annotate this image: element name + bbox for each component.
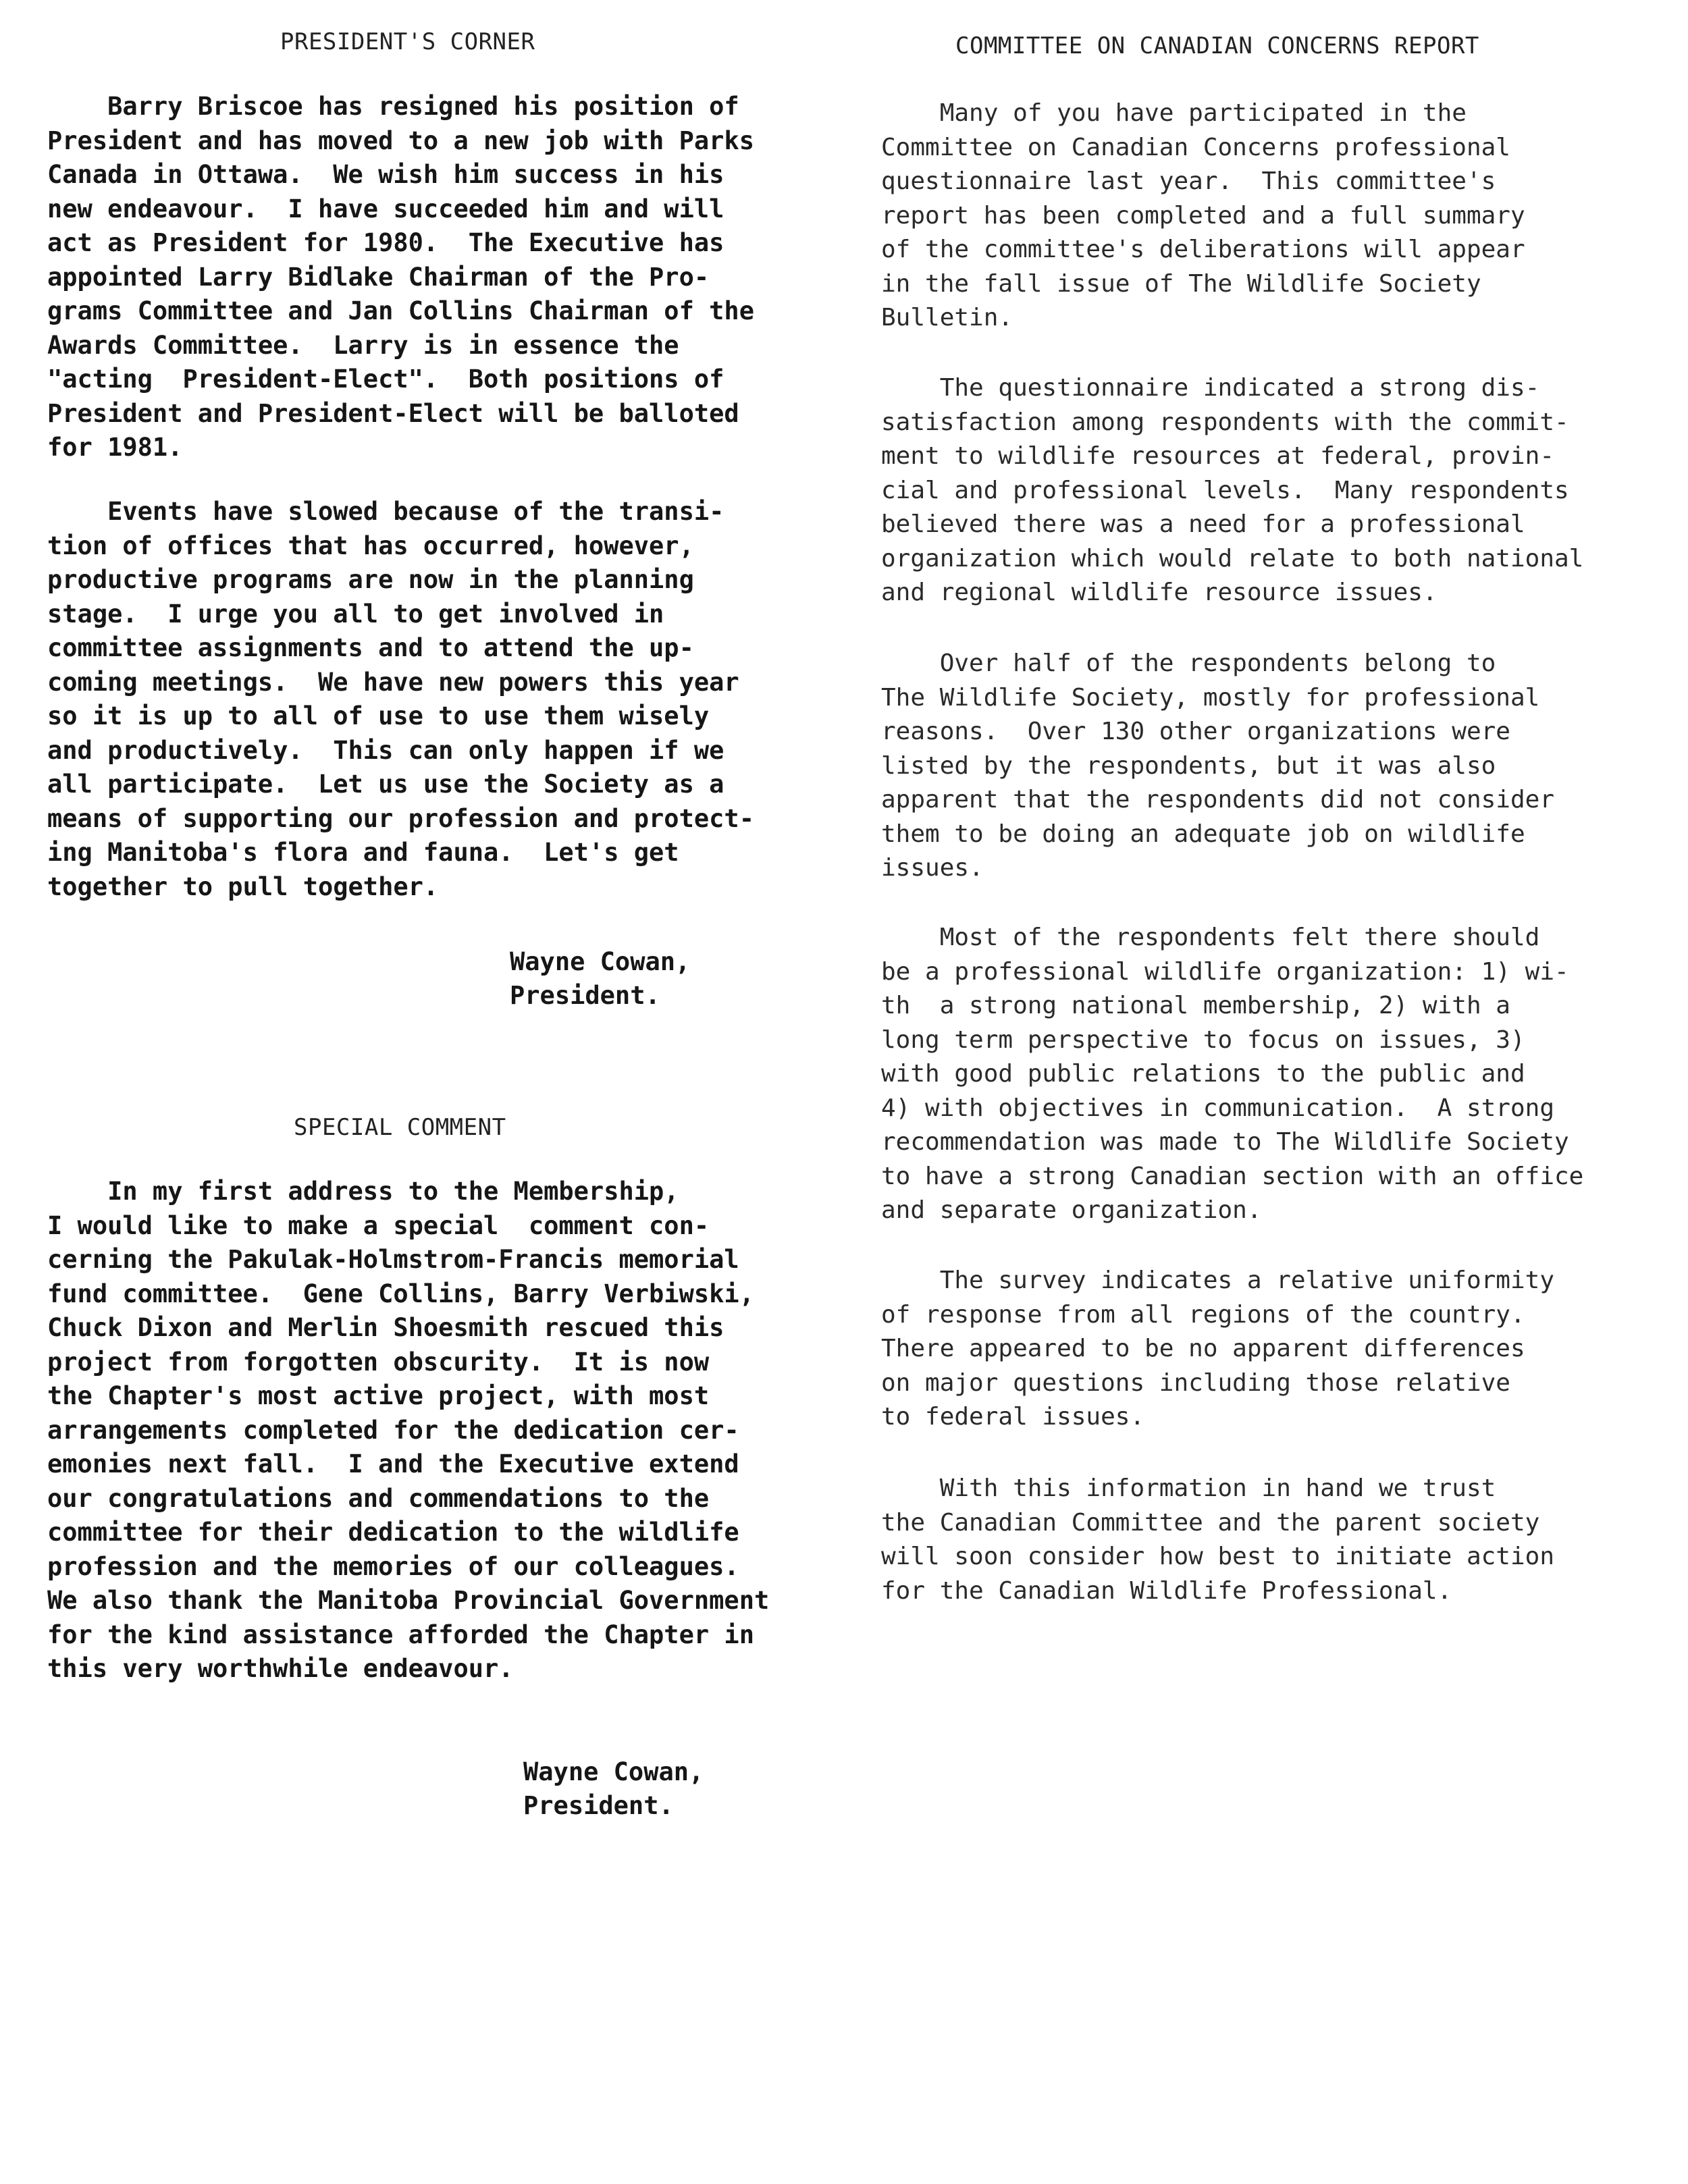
- committee-report-paragraph-5: The survey indicates a relative uniformity of response from all regions of the country. There appeared to be no apparent differences on major questions including those relative to federal issues.: [881, 1267, 1554, 1431]
- special-comment-paragraph-1: In my first address to the Membership, I would like to make a special comment con- cerning the Pakulak-Holmstrom-Francis memorial fund committee. Gene Collins, Barry Verbiwski, Chuck Dixon and Merlin Shoesmith rescued this project from forgotten obscurity. It is now the Chapter's most active project, with most arrangements completed for the dedication cer- emonies next fall. I and the Executive extend our congratulations and commendations to the committee for their dedication to the wildlife profession and the memories of our colleagues. We also thank the Manitoba Provincial Government for the kind assistance afforded the Chapter in this very worthwhile endeavour.: [47, 1177, 770, 1683]
- committee-report-paragraph-2: The questionnaire indicated a strong dis- satisfaction among respondents with the commit- ment to wildlife resources at federal, provin- cial and professional levels. Many respondents believed there was a need for a professional organization which would relate to both national and regional wildlife resource issues.: [881, 374, 1584, 606]
- special-comment-heading: SPECIAL COMMENT: [294, 1114, 506, 1141]
- presidents-corner-signature-title: President.: [510, 981, 660, 1010]
- committee-report-paragraph-3: Over half of the respondents belong to The Wildlife Society, mostly for professional reasons. Over 130 other organizations were listed by the respondents, but it was also apparent that the respondents did not consider them to be doing an adequate job on wildlife issues.: [881, 649, 1554, 882]
- presidents-corner-signature-name: Wayne Cowan,: [510, 947, 691, 976]
- committee-report-heading: COMMITTEE ON CANADIAN CONCERNS REPORT: [955, 32, 1479, 59]
- committee-report-paragraph-1: Many of you have participated in the Committee on Canadian Concerns professional questionnaire last year. This committee's report has been completed and a full summary of the committee's deliberations will appear in the fall issue of The Wildlife Society Bulletin.: [881, 99, 1525, 331]
- special-comment-signature-title: President.: [523, 1791, 674, 1820]
- presidents-corner-paragraph-1: Barry Briscoe has resigned his position of President and has moved to a new job with Parks Canada in Ottawa. We wish him success in his new endeavour. I have succeeded him and will act as President for 1980. The Executive has appointed Larry Bidlake Chairman of the Pro- grams Committee and Jan Collins Chairman of the Awards Committee. Larry is in essence the "acting President-Elect". Both positions of President and President-Elect will be balloted for 1981.: [47, 92, 754, 462]
- presidents-corner-paragraph-2: Events have slowed because of the transi- tion of offices that has occurred, however, productive programs are now in the planning stage. I urge you all to get involved in committee assignments and to attend the up- coming meetings. We have new powers this year so it is up to all of use to use them wisely and productively. This can only happen if we all participate. Let us use the Society as a means of supporting our profession and protect- ing Manitoba's flora and fauna. Let's get together to pull together.: [47, 497, 754, 901]
- presidents-corner-heading: PRESIDENT'S CORNER: [280, 28, 535, 55]
- special-comment-signature-name: Wayne Cowan,: [523, 1757, 704, 1786]
- committee-report-paragraph-4: Most of the respondents felt there should be a professional wildlife organization: 1) wi- th a strong national membership, 2) with a long term perspective to focus on issues, 3) with good public relations to the public and 4) with objectives in communication. A strong recommendation was made to The Wildlife Society to have a strong Canadian section with an office and separate organization.: [881, 924, 1584, 1224]
- committee-report-paragraph-6: With this information in hand we trust the Canadian Committee and the parent society will soon consider how best to initiate action for the Canadian Wildlife Professional.: [881, 1474, 1554, 1605]
